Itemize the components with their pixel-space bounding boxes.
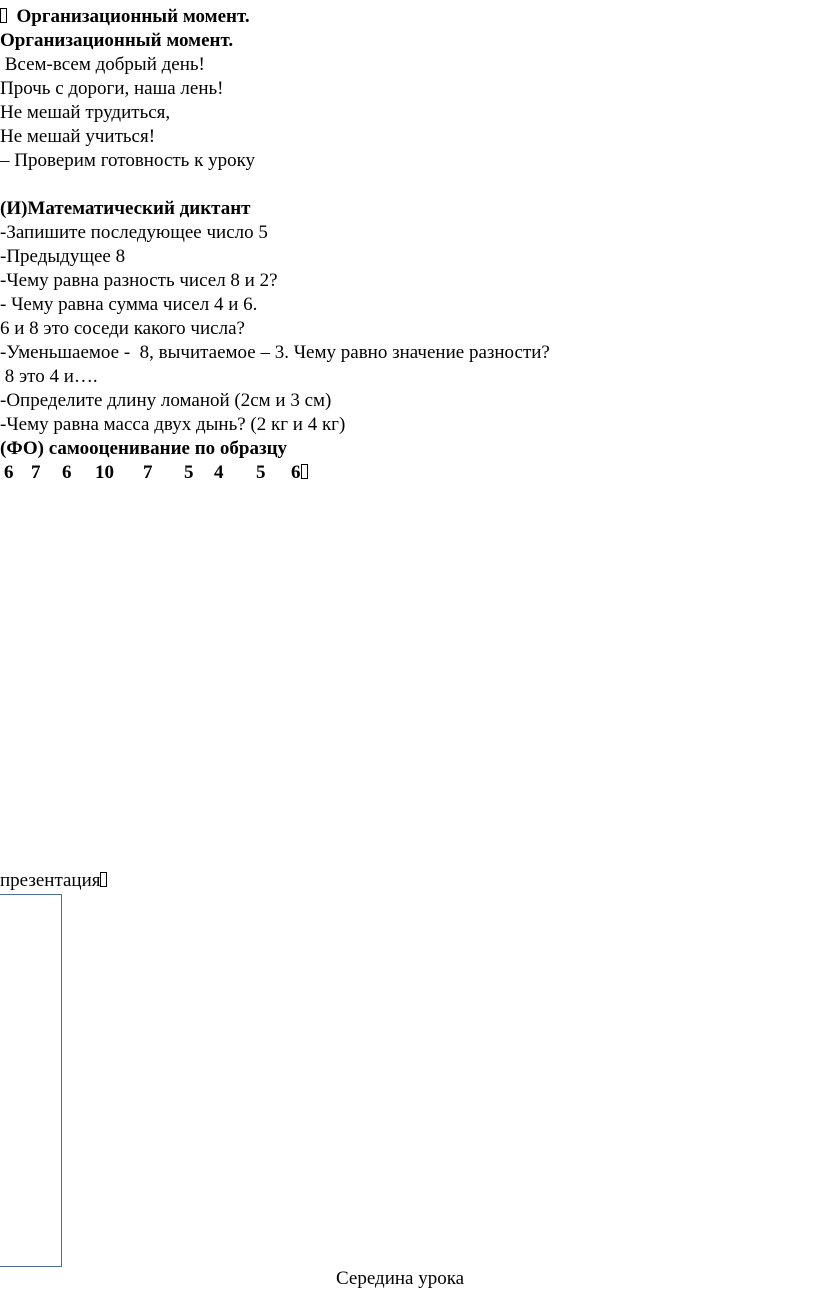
dictation-question-9: -Чему равна масса двух дынь? (2 кг и 4 кг) bbox=[0, 414, 346, 435]
dictation-question-4: - Чему равна сумма чисел 4 и 6. bbox=[0, 294, 258, 315]
answer-8: 5 bbox=[256, 462, 266, 483]
poem-line-1: Всем-всем добрый день! bbox=[0, 54, 205, 75]
poem-line-4: Не мешай учиться! bbox=[0, 126, 156, 147]
answer-2: 7 bbox=[31, 462, 41, 483]
end-marker-icon bbox=[301, 464, 308, 479]
middle-lesson-label: Середина урока bbox=[336, 1268, 465, 1289]
presentation-label: презентация bbox=[0, 870, 101, 891]
dictation-question-1: -Запишите последующее число 5 bbox=[0, 222, 268, 243]
org-heading: Организационный момент. bbox=[0, 30, 234, 51]
dictation-question-6: -Уменьшаемое - 8, вычитаемое – 3. Чему равно значение разности? bbox=[0, 342, 550, 363]
presentation-label-line bbox=[0, 869, 107, 893]
bullet-icon bbox=[0, 8, 7, 23]
answer-6: 5 bbox=[184, 462, 194, 483]
dictation-question-7: 8 это 4 и…. bbox=[0, 366, 98, 387]
dictation-heading: (И)Математический диктант bbox=[0, 198, 251, 219]
readiness-check: – Проверим готовность к уроку bbox=[0, 150, 256, 171]
org-heading-bullet: Организационный момент. bbox=[16, 6, 250, 27]
dictation-question-2: -Предыдущее 8 bbox=[0, 246, 126, 267]
answer-9: 6 bbox=[291, 461, 308, 485]
answer-4: 10 bbox=[95, 462, 114, 483]
dictation-question-8: -Определите длину ломаной (2см и 3 см) bbox=[0, 390, 332, 411]
answer-1: 6 bbox=[4, 462, 14, 483]
answer-3: 6 bbox=[62, 462, 72, 483]
org-heading-bullet-line bbox=[0, 5, 250, 29]
assessment-heading: (ФО) самооценивание по образцу bbox=[0, 438, 288, 459]
answer-5: 7 bbox=[143, 462, 153, 483]
dictation-question-3: -Чему равна разность чисел 8 и 2? bbox=[0, 270, 278, 291]
poem-line-2: Прочь с дороги, наша лень! bbox=[0, 78, 224, 99]
dictation-question-5: 6 и 8 это соседи какого числа? bbox=[0, 318, 245, 339]
presentation-frame bbox=[0, 894, 62, 1267]
poem-line-3: Не мешай трудиться, bbox=[0, 102, 171, 123]
end-marker-icon bbox=[100, 872, 107, 887]
answer-7: 4 bbox=[214, 462, 224, 483]
